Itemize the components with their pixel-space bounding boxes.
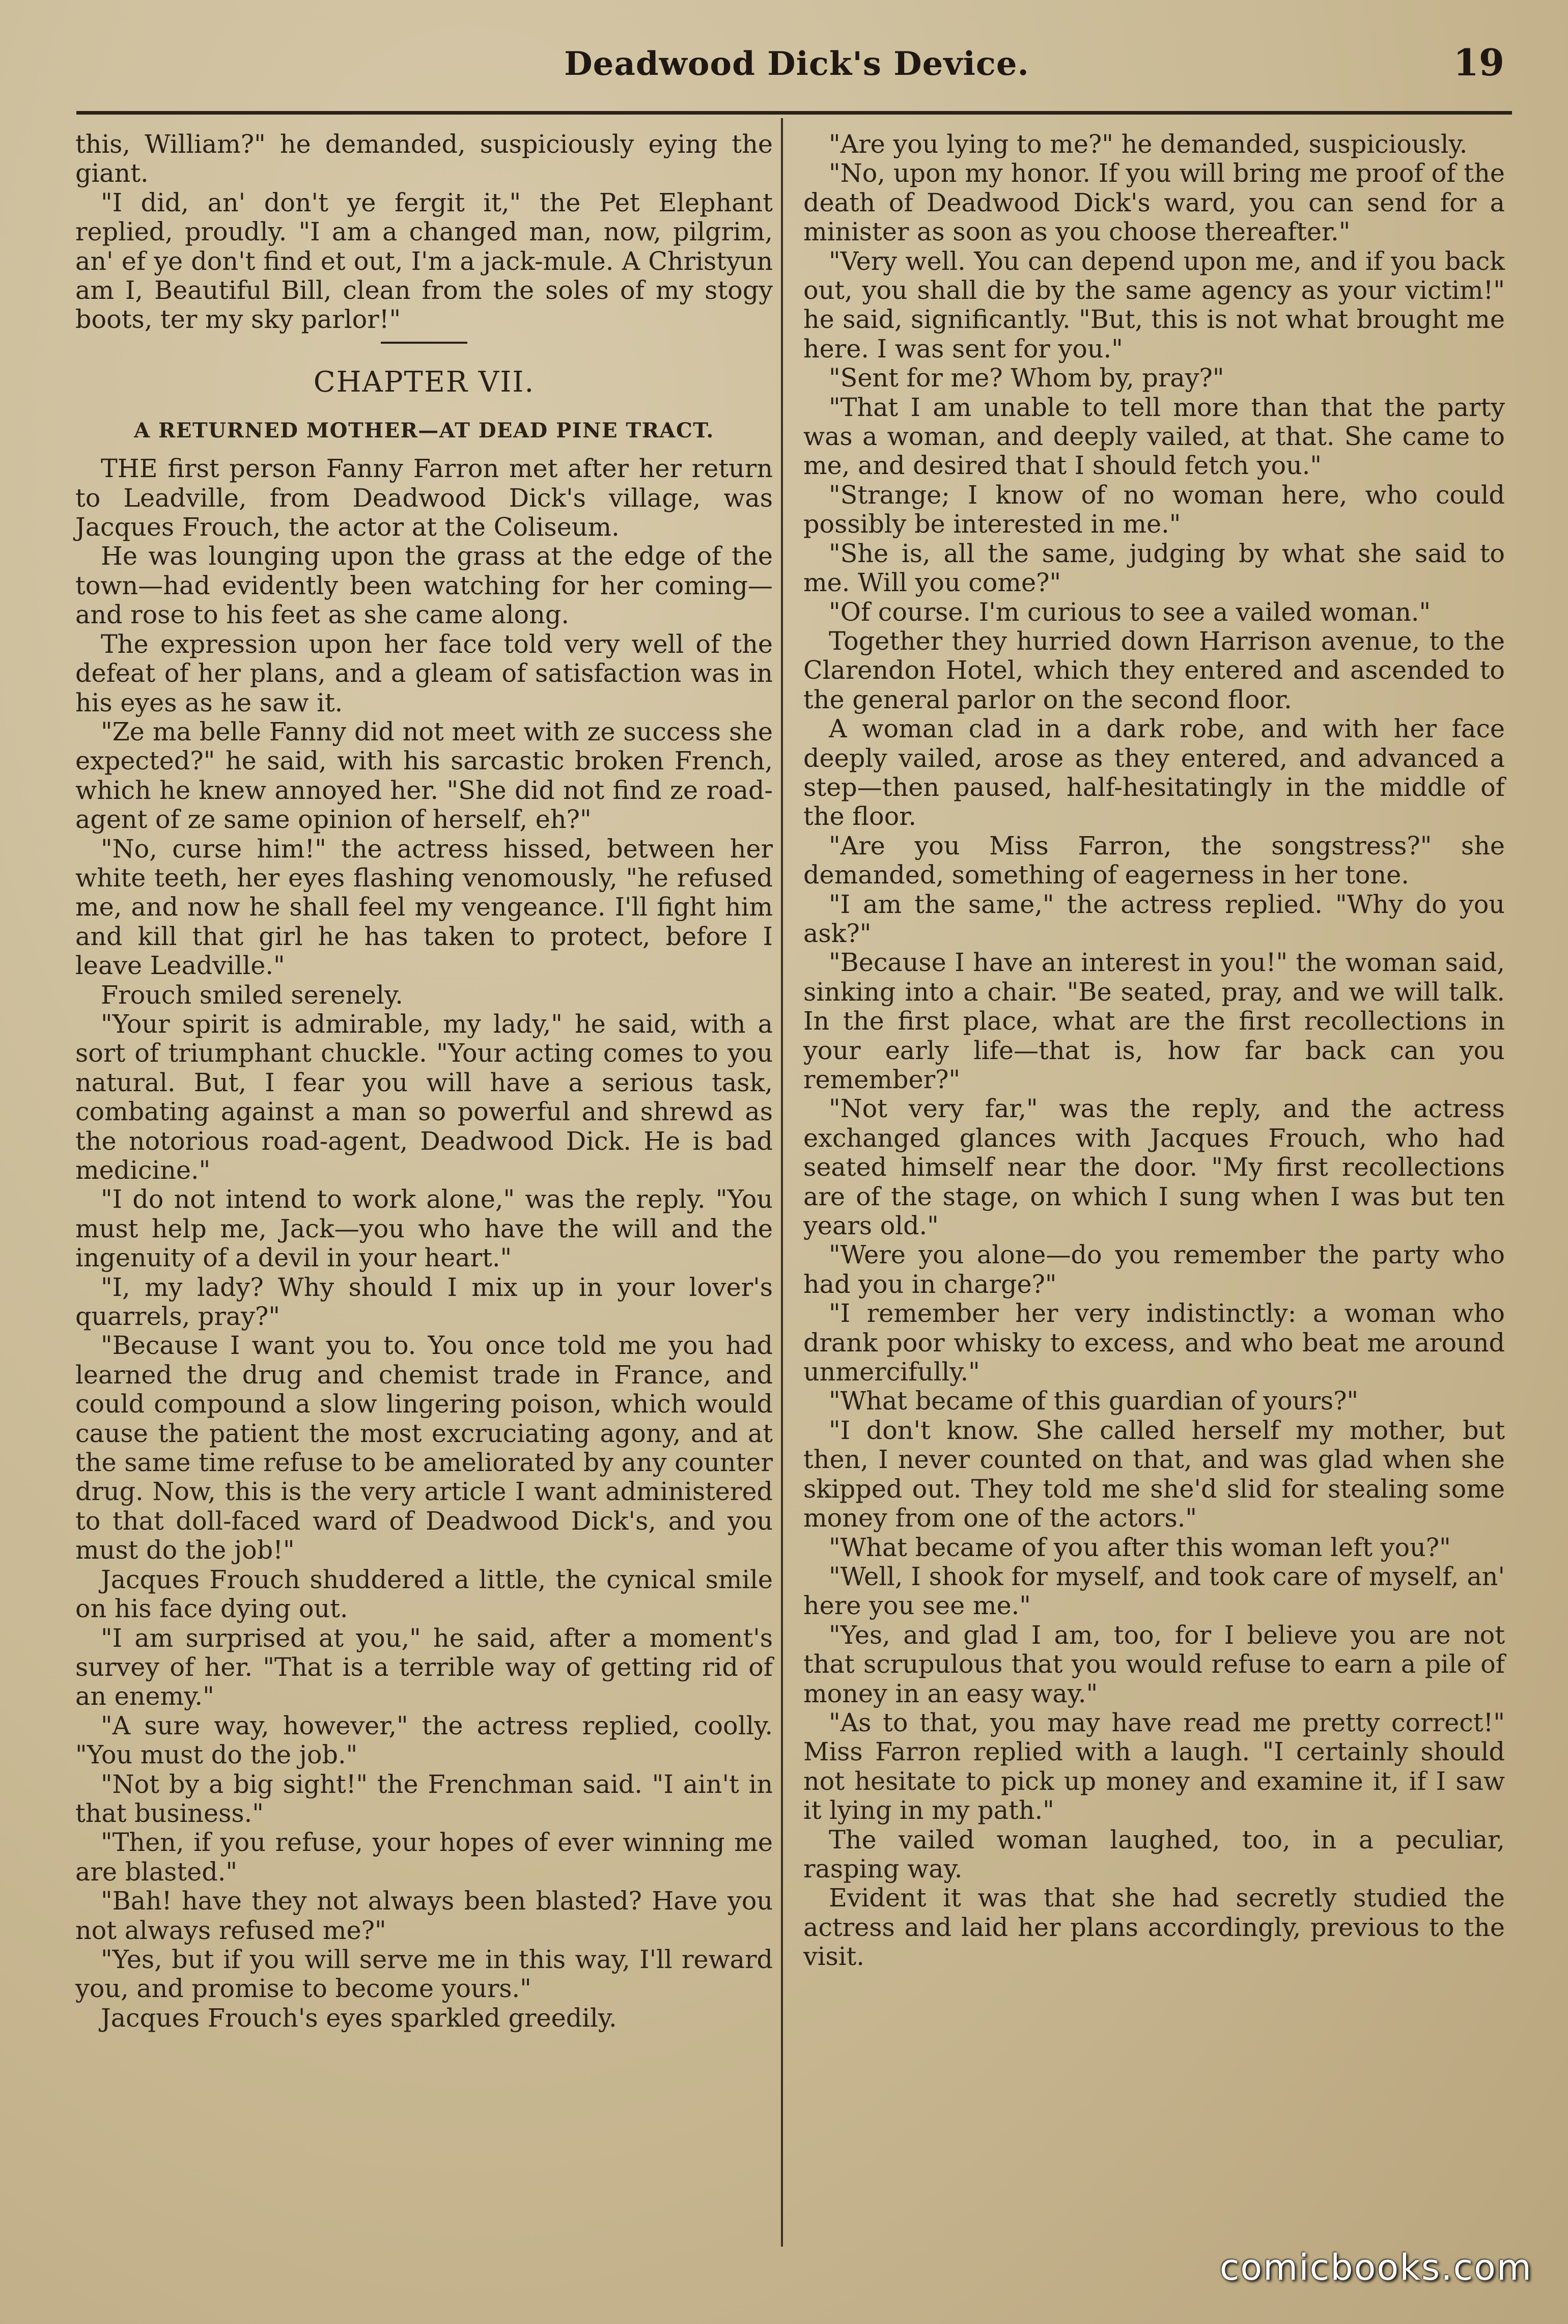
paragraph: "Bah! have they not always been blasted? Have you not always refused me?" [75,1886,773,1945]
paragraph: "I remember her very indistinctly: a woman who drank poor whisky to excess, and who beat me around unmercifully." [803,1298,1505,1387]
paragraph: "Of course. I'm curious to see a vailed woman." [829,597,1431,627]
paragraph: Jacques Frouch's eyes sparkled greedily. [101,2003,617,2033]
paragraph: "Are you lying to me?" he demanded, suspiciously. [829,129,1468,159]
paragraph: "What became of this guardian of yours?" [829,1386,1359,1416]
running-title: Deadwood Dick's Device. [564,45,1029,83]
page-header [76,41,1517,101]
paragraph: "Sent for me? Whom by, pray?" [829,363,1224,393]
watermark: comicbooks.com [1219,2247,1532,2288]
paragraph: "Very well. You can depend upon me, and if you back out, you shall die by the same agency as your victim!" he said, significantly. "But, this is not what brought me here. I was sent for you." [803,246,1505,364]
paragraph: this, William?" he demanded, suspiciously eying the giant. [75,129,773,188]
paragraph: "I do not intend to work alone," was the reply. "You must help me, Jack—you who have the will and the ingenuity of a devil in your heart." [75,1184,773,1273]
paragraph: The expression upon her face told very well of the defeat of her plans, and a gleam of satisfaction was in his eyes as he saw it. [75,629,773,717]
paragraph: "Strange; I know of no woman here, who could possibly be interested in me." [803,480,1505,539]
paragraph: "I am surprised at you," he said, after a moment's survey of her. "That is a terrible way of getting rid of an enemy." [75,1623,773,1711]
paragraph: "I am the same," the actress replied. "Why do you ask?" [803,889,1505,948]
paragraph: Jacques Frouch shuddered a little, the cynical smile on his face dying out. [75,1564,773,1624]
paragraph: "Not by a big sight!" the Frenchman said. "I ain't in that business." [75,1769,773,1828]
paragraph: "Well, I shook for myself, and took care of myself, an' here you see me." [803,1561,1505,1621]
right-column [803,130,1505,1972]
paragraph: THE first person Fanny Farron met after her return to Leadville, from Deadwood Dick's village, was Jacques Frouch, the actor at the Coliseum. [75,454,773,542]
paragraph: "Your spirit is admirable, my lady," he said, with a sort of triumphant chuckle. "Your acting comes to you natural. But, I fear you will have a serious task, combating against a man so powerful and shrewd as the notorious road-agent, Deadwood Dick. He is bad medicine." [75,1009,773,1185]
paragraph: "What became of you after this woman left you?" [829,1532,1451,1562]
paragraph: The vailed woman laughed, too, in a peculiar, rasping way. [803,1824,1505,1884]
paragraph: "Because I want you to. You once told me you had learned the drug and chemist trade in France, and could compound a slow lingering poison, which would cause the patient the most excruciating agony, and at the same time refuse to be ameliorated by any counter drug. Now, this is the very article I want administered to that doll-faced ward of Deadwood Dick's, and you must do the job!" [75,1331,773,1565]
paragraph: "Not very far," was the reply, and the actress exchanged glances with Jacques Frouch, who had seated himself near the door. "My first recollections are of the stage, on which I sung when I was but ten years old." [803,1094,1505,1241]
paragraph: "Ze ma belle Fanny did not meet with ze success she expected?" he said, with his sarcastic broken French, which he knew annoyed her. "She did not find ze road-agent of ze same opinion of herself, eh?" [75,716,773,835]
page-number: 19 [1453,41,1504,84]
left-column [75,130,773,2033]
header-rule [76,111,1512,115]
paragraph: He was lounging upon the grass at the edge of the town—had evidently been watching for her coming—and rose to his feet as she came along. [75,541,773,630]
paragraph: "Because I have an interest in you!" the woman said, sinking into a chair. "Be seated, pray, and we will talk. In the first place, what are the first recollections in your early life—that is, how far back can you remember?" [803,948,1505,1094]
paragraph: "Are you Miss Farron, the songstress?" she demanded, something of eagerness in her tone. [803,831,1505,890]
chapter-subtitle: A RETURNED MOTHER—AT DEAD PINE TRACT. [134,418,714,442]
paragraph: Together they hurried down Harrison avenue, to the Clarendon Hotel, which they entered and ascended to the general parlor on the second floor. [803,626,1505,714]
paragraph: "No, curse him!" the actress hissed, between her white teeth, her eyes flashing venomously, "he refused me, and now he shall feel my vengeance. I'll fight him and kill that girl he has taken to protect, before I leave Leadville." [75,834,773,981]
paragraph: Frouch smiled serenely. [101,980,403,1010]
paragraph: "I did, an' don't ye fergit it," the Pet Elephant replied, proudly. "I am a changed man, now, pilgrim, an' ef ye don't find et out, I'm a jack-mule. A Christyun am I, Beautiful Bill, clean from the soles of my stogy boots, ter my sky parlor!" [75,187,773,335]
paragraph: Evident it was that she had secretly studied the actress and laid her plans accordingly, previous to the visit. [803,1883,1505,1972]
paragraph: "No, upon my honor. If you will bring me proof of the death of Deadwood Dick's ward, you can send for a minister as soon as you choose thereafter." [803,158,1505,247]
paragraph: "Then, if you refuse, your hopes of ever winning me are blasted." [75,1828,773,1887]
column-divider [781,118,783,2247]
paragraph: A woman clad in a dark robe, and with her face deeply vailed, arose as they entered, and advanced a step—then paused, half-hesitatingly in the middle of the floor. [803,714,1505,832]
paragraph: "I don't know. She called herself my mother, but then, I never counted on that, and was glad when she skipped out. They told me she'd slid for stealing some money from one of the actors." [803,1415,1505,1533]
paragraph: "Yes, but if you will serve me in this way, I'll reward you, and promise to become yours." [75,1944,773,2004]
paragraph: "As to that, you may have read me pretty correct!" Miss Farron replied with a laugh. "I certainly should not hesitate to pick up money and examine it, if I saw it lying in my path." [803,1707,1505,1825]
chapter-title: CHAPTER VII. [313,365,535,399]
section-rule [381,342,467,344]
paragraph: "Were you alone—do you remember the party who had you in charge?" [803,1240,1505,1299]
paragraph: "A sure way, however," the actress replied, coolly. "You must do the job." [75,1710,773,1770]
paragraph: "That I am unable to tell more than that the party was a woman, and deeply vailed, at that. She came to me, and desired that I should fetch you." [803,392,1505,481]
paragraph: "Yes, and glad I am, too, for I believe you are not that scrupulous that you would refuse to earn a pile of money in an easy way." [803,1620,1505,1708]
paragraph: "I, my lady? Why should I mix up in your lover's quarrels, pray?" [75,1272,773,1332]
paragraph: "She is, all the same, judging by what she said to me. Will you come?" [803,538,1505,598]
